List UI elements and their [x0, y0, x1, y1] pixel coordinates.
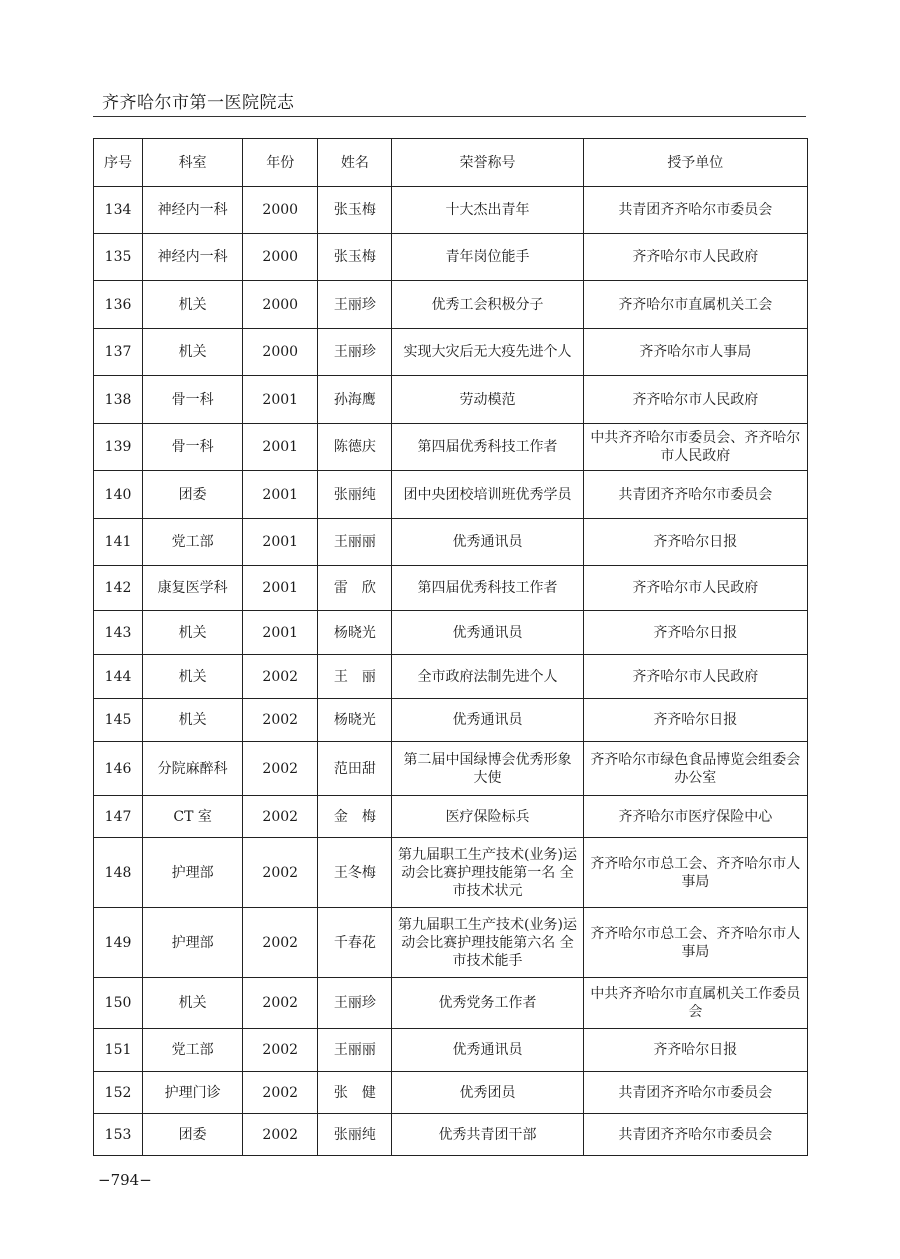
cell-department: 团委	[143, 1114, 243, 1156]
cell-year: 2002	[243, 908, 318, 978]
cell-year: 2002	[243, 838, 318, 908]
cell-department: 机关	[143, 978, 243, 1029]
cell-serial: 141	[94, 519, 143, 566]
cell-department: 党工部	[143, 519, 243, 566]
cell-serial: 147	[94, 796, 143, 838]
column-header: 授予单位	[583, 139, 807, 187]
cell-issuer: 齐齐哈尔日报	[583, 699, 807, 742]
cell-name: 王丽丽	[318, 1029, 392, 1072]
header-rule	[93, 116, 806, 117]
cell-serial: 135	[94, 234, 143, 281]
cell-serial: 149	[94, 908, 143, 978]
cell-year: 2002	[243, 742, 318, 796]
cell-name: 王丽珍	[318, 978, 392, 1029]
cell-name: 杨晓光	[318, 611, 392, 655]
cell-honor: 第九届职工生产技术(业务)运动会比赛护理技能第六名 全市技术能手	[392, 908, 583, 978]
table-row	[94, 908, 808, 978]
cell-issuer: 齐齐哈尔市绿色食品博览会组委会办公室	[583, 742, 807, 796]
cell-year: 2002	[243, 655, 318, 699]
cell-year: 2002	[243, 1114, 318, 1156]
table-row	[94, 838, 808, 908]
cell-honor: 第四届优秀科技工作者	[392, 566, 583, 611]
cell-issuer: 齐齐哈尔日报	[583, 1029, 807, 1072]
cell-serial: 137	[94, 329, 143, 376]
cell-department: 护理部	[143, 838, 243, 908]
table-row	[94, 329, 808, 376]
table-row	[94, 566, 808, 611]
cell-issuer: 齐齐哈尔日报	[583, 611, 807, 655]
table-row	[94, 376, 808, 424]
cell-department: 护理部	[143, 908, 243, 978]
table-row	[94, 187, 808, 234]
cell-honor: 优秀通讯员	[392, 1029, 583, 1072]
cell-serial: 153	[94, 1114, 143, 1156]
cell-serial: 146	[94, 742, 143, 796]
cell-name: 金 梅	[318, 796, 392, 838]
cell-honor: 青年岗位能手	[392, 234, 583, 281]
table-row	[94, 424, 808, 471]
table-row	[94, 978, 808, 1029]
table-row	[94, 742, 808, 796]
cell-serial: 144	[94, 655, 143, 699]
cell-issuer: 齐齐哈尔日报	[583, 519, 807, 566]
cell-serial: 140	[94, 471, 143, 519]
cell-year: 2000	[243, 281, 318, 329]
honors-table	[93, 138, 808, 1156]
cell-honor: 医疗保险标兵	[392, 796, 583, 838]
page-number: −794−	[98, 1171, 152, 1189]
cell-issuer: 齐齐哈尔市直属机关工会	[583, 281, 807, 329]
cell-issuer: 共青团齐齐哈尔市委员会	[583, 1114, 807, 1156]
cell-year: 2001	[243, 611, 318, 655]
cell-year: 2002	[243, 1029, 318, 1072]
cell-name: 千春花	[318, 908, 392, 978]
column-header: 科室	[143, 139, 243, 187]
table-row	[94, 234, 808, 281]
cell-honor: 优秀共青团干部	[392, 1114, 583, 1156]
cell-department: 机关	[143, 655, 243, 699]
cell-name: 张玉梅	[318, 234, 392, 281]
cell-name: 张玉梅	[318, 187, 392, 234]
cell-honor: 优秀工会积极分子	[392, 281, 583, 329]
table-row	[94, 281, 808, 329]
cell-department: 机关	[143, 611, 243, 655]
cell-honor: 实现大灾后无大疫先进个人	[392, 329, 583, 376]
cell-issuer: 共青团齐齐哈尔市委员会	[583, 471, 807, 519]
cell-serial: 145	[94, 699, 143, 742]
cell-name: 王丽珍	[318, 329, 392, 376]
cell-year: 2002	[243, 699, 318, 742]
cell-year: 2002	[243, 978, 318, 1029]
table-row	[94, 519, 808, 566]
cell-issuer: 齐齐哈尔市人民政府	[583, 234, 807, 281]
cell-serial: 138	[94, 376, 143, 424]
cell-honor: 优秀通讯员	[392, 699, 583, 742]
column-header: 序号	[94, 139, 143, 187]
cell-name: 陈德庆	[318, 424, 392, 471]
cell-name: 王丽珍	[318, 281, 392, 329]
cell-serial: 152	[94, 1072, 143, 1114]
cell-honor: 优秀通讯员	[392, 519, 583, 566]
cell-serial: 148	[94, 838, 143, 908]
cell-issuer: 齐齐哈尔市医疗保险中心	[583, 796, 807, 838]
cell-department: 机关	[143, 699, 243, 742]
cell-name: 杨晓光	[318, 699, 392, 742]
cell-department: 护理门诊	[143, 1072, 243, 1114]
cell-year: 2000	[243, 329, 318, 376]
cell-name: 张 健	[318, 1072, 392, 1114]
table-header-row	[94, 139, 808, 187]
cell-issuer: 中共齐齐哈尔市直属机关工作委员会	[583, 978, 807, 1029]
cell-honor: 劳动模范	[392, 376, 583, 424]
cell-name: 范田甜	[318, 742, 392, 796]
cell-year: 2001	[243, 519, 318, 566]
cell-honor: 全市政府法制先进个人	[392, 655, 583, 699]
cell-name: 王 丽	[318, 655, 392, 699]
cell-serial: 151	[94, 1029, 143, 1072]
cell-honor: 优秀团员	[392, 1072, 583, 1114]
cell-issuer: 齐齐哈尔市人民政府	[583, 376, 807, 424]
cell-year: 2000	[243, 187, 318, 234]
cell-name: 孙海鹰	[318, 376, 392, 424]
cell-serial: 134	[94, 187, 143, 234]
cell-name: 王冬梅	[318, 838, 392, 908]
cell-issuer: 齐齐哈尔市人民政府	[583, 655, 807, 699]
cell-year: 2001	[243, 424, 318, 471]
cell-honor: 第九届职工生产技术(业务)运动会比赛护理技能第一名 全市技术状元	[392, 838, 583, 908]
cell-department: 分院麻醉科	[143, 742, 243, 796]
table-body	[94, 187, 808, 1156]
table-row	[94, 1114, 808, 1156]
cell-honor: 团中央团校培训班优秀学员	[392, 471, 583, 519]
table-row	[94, 471, 808, 519]
cell-issuer: 齐齐哈尔市人民政府	[583, 566, 807, 611]
cell-serial: 136	[94, 281, 143, 329]
column-header: 荣誉称号	[392, 139, 583, 187]
cell-year: 2002	[243, 1072, 318, 1114]
cell-serial: 150	[94, 978, 143, 1029]
cell-year: 2001	[243, 471, 318, 519]
cell-department: 机关	[143, 329, 243, 376]
cell-honor: 优秀通讯员	[392, 611, 583, 655]
cell-issuer: 中共齐齐哈尔市委员会、齐齐哈尔市人民政府	[583, 424, 807, 471]
cell-issuer: 齐齐哈尔市总工会、齐齐哈尔市人事局	[583, 908, 807, 978]
cell-name: 张丽纯	[318, 1114, 392, 1156]
column-header: 姓名	[318, 139, 392, 187]
cell-name: 雷 欣	[318, 566, 392, 611]
cell-department: 康复医学科	[143, 566, 243, 611]
cell-year: 2001	[243, 376, 318, 424]
cell-serial: 143	[94, 611, 143, 655]
cell-honor: 优秀党务工作者	[392, 978, 583, 1029]
cell-serial: 142	[94, 566, 143, 611]
cell-issuer: 共青团齐齐哈尔市委员会	[583, 1072, 807, 1114]
cell-department: 神经内一科	[143, 187, 243, 234]
table-row	[94, 699, 808, 742]
cell-year: 2002	[243, 796, 318, 838]
table-row	[94, 611, 808, 655]
cell-department: 党工部	[143, 1029, 243, 1072]
cell-department: CT 室	[143, 796, 243, 838]
table-row	[94, 1029, 808, 1072]
cell-honor: 第四届优秀科技工作者	[392, 424, 583, 471]
cell-department: 机关	[143, 281, 243, 329]
table-row	[94, 796, 808, 838]
table-row	[94, 655, 808, 699]
table-row	[94, 1072, 808, 1114]
column-header: 年份	[243, 139, 318, 187]
cell-name: 张丽纯	[318, 471, 392, 519]
cell-issuer: 共青团齐齐哈尔市委员会	[583, 187, 807, 234]
cell-serial: 139	[94, 424, 143, 471]
cell-honor: 十大杰出青年	[392, 187, 583, 234]
running-header-title: 齐齐哈尔市第一医院院志	[102, 93, 295, 113]
cell-issuer: 齐齐哈尔市人事局	[583, 329, 807, 376]
cell-department: 骨一科	[143, 424, 243, 471]
cell-issuer: 齐齐哈尔市总工会、齐齐哈尔市人事局	[583, 838, 807, 908]
cell-year: 2001	[243, 566, 318, 611]
cell-department: 团委	[143, 471, 243, 519]
cell-department: 骨一科	[143, 376, 243, 424]
cell-name: 王丽丽	[318, 519, 392, 566]
cell-honor: 第二届中国绿博会优秀形象大使	[392, 742, 583, 796]
cell-department: 神经内一科	[143, 234, 243, 281]
cell-year: 2000	[243, 234, 318, 281]
